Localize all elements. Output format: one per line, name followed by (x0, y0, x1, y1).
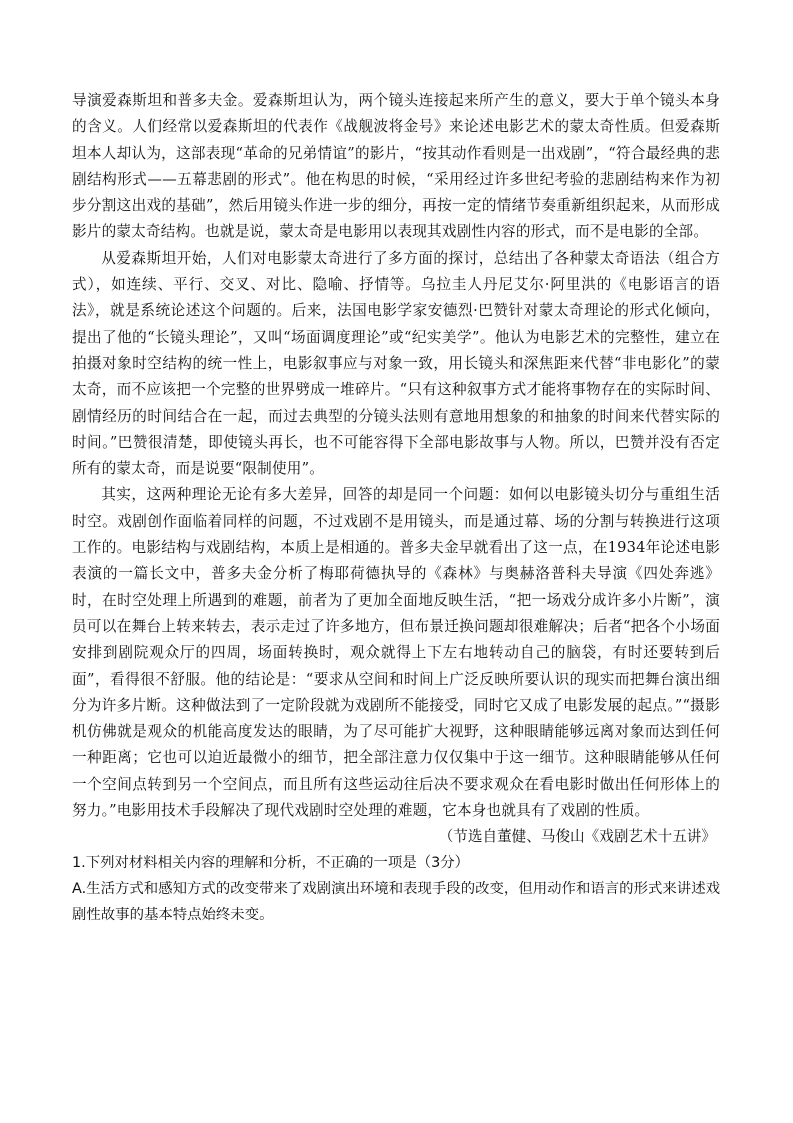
document-page (72, 88, 720, 928)
article-paragraph-2: 从爱森斯坦开始，人们对电影蒙太奇进行了多方面的探讨，总结出了各种蒙太奇语法（组合方式），如连续、平行、交叉、对比、隐喻、抒情等。乌拉圭人丹尼艾尔·阿里洪的《电影语言的语法》，就是系统论述这个问题的。后来，法国电影学家安德烈·巴赞针对蒙太奇理论的形式化倾向，提出了他的“长镜头理论”，又叫“场面调度理论”或“纪实美学”。他认为电影艺术的完整性，建立在拍摄对象时空结构的统一性上，电影叙事应与对象一致，用长镜头和深焦距来代替“非电影化”的蒙太奇，而不应该把一个完整的世界劈成一堆碎片。“只有这种叙事方式才能将事物存在的实际时间、剧情经历的时间结合在一起，而过去典型的分镜头法则有意地用想象的和抽象的时间来代替实际的时间。”巴赞很清楚，即使镜头再长，也不可能容得下全部电影故事与人物。所以，巴赞并没有否定所有的蒙太奇，而是说要“限制使用”。 (72, 249, 720, 478)
article-source: （节选自董健、马俊山《戏剧艺术十五讲》 (438, 828, 716, 846)
question-option-a: A.生活方式和感知方式的改变带来了戏剧演出环境和表现手段的改变，但用动作和语言的形式来讲述戏剧性故事的基本特点始终未变。 (72, 881, 720, 924)
article-paragraph-3: 其实，这两种理论无论有多大差异，回答的却是同一个问题：如何以电影镜头切分与重组生活时空。戏剧创作面临着同样的问题，不过戏剧不是用镜头，而是通过幕、场的分割与转换进行这项工作的。电影结构与戏剧结构，本质上是相通的。普多夫金早就看出了这一点，在1934年论述电影表演的一篇长文中，普多夫金分析了梅耶荷德执导的《森林》与奥赫洛普科夫导演《四处奔逃》时，在时空处理上所遇到的难题，前者为了更加全面地反映生活，“把一场戏分成许多小片断”，演员可以在舞台上转来转去，表示走过了许多地方，但布景迁换问题却很难解决；后者“把各个小场面安排到剧院观众厅的四周，场面转换时，观众就得上下左右地转动自己的脑袋，有时还要转到后面”，看得很不舒服。他的结论是：“要求从空间和时间上广泛反映所要认识的现实而把舞台演出细分为许多片断。这种做法到了一定阶段就为戏剧所不能接受，同时它又成了电影发展的起点。”“摄影机仿佛就是观众的机能高度发达的眼睛，为了尽可能扩大视野，这种眼睛能够远离对象而达到任何一种距离；它也可以迫近最微小的细节，把全部注意力仅仅集中于这一细节。这种眼睛能够从任何一个空间点转到另一个空间点，而且所有这些运动往后决不要求观众在看电影时做出任何形体上的努力。”电影用技术手段解决了现代戏剧时空处理的难题，它本身也就具有了戏剧的性质。 (72, 486, 720, 820)
question-stem: 1.下列对材料相关内容的理解和分析，不正确的一项是（3分） (72, 855, 470, 872)
article-paragraph-1: 导演爱森斯坦和普多夫金。爱森斯坦认为，两个镜头连接起来所产生的意义，要大于单个镜头本身的含义。人们经常以爱森斯坦的代表作《战舰波将金号》来论述电影艺术的蒙太奇性质。但爱森斯坦本人却认为，这部表现“革命的兄弟情谊”的影片，“按其动作看则是一出戏剧”，“符合最经典的悲剧结构形式——五幕悲剧的形式”。他在构思的时候，“采用经过许多世纪考验的悲剧结构来作为初步分割这出戏的基础”，然后用镜头作进一步的细分，再按一定的情绪节奏重新组织起来，从而形成影片的蒙太奇结构。也就是说，蒙太奇是电影用以表现其戏剧性内容的形式，而不是电影的全部。 (72, 92, 720, 241)
